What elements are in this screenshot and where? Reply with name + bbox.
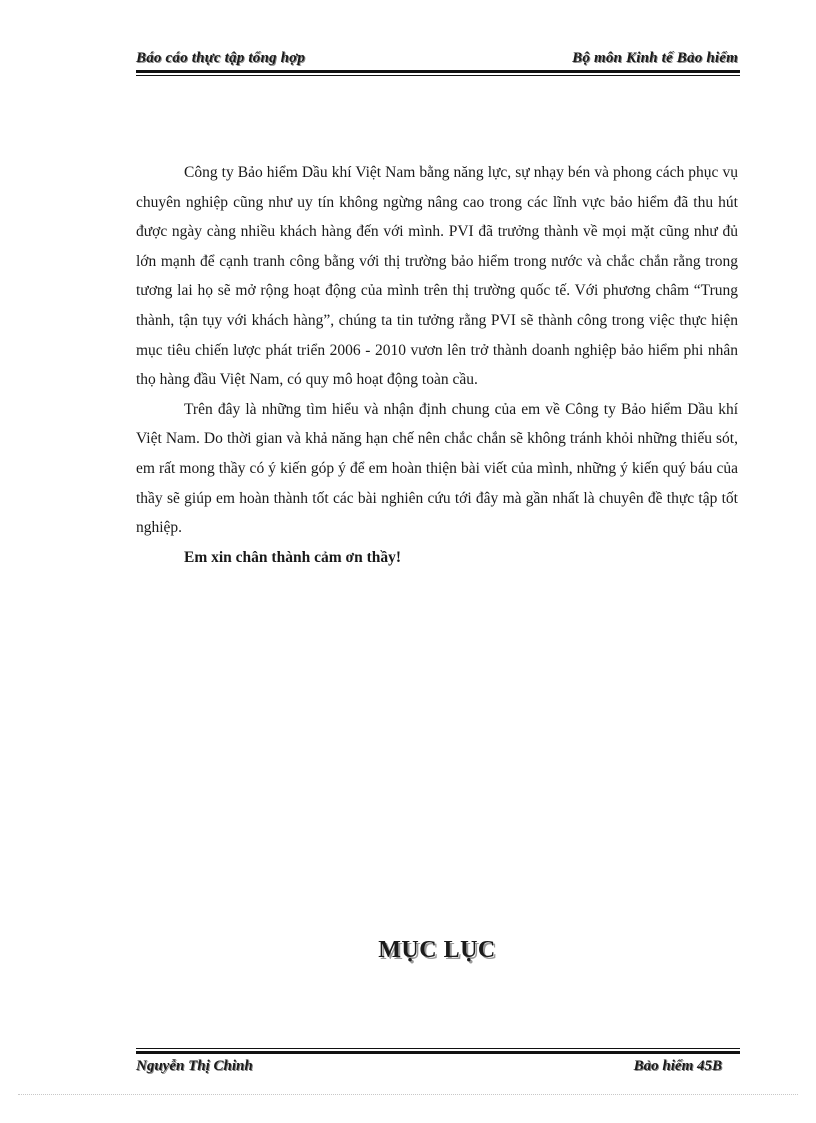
footer-rule-thick bbox=[136, 1051, 740, 1054]
document-body bbox=[136, 158, 738, 572]
footer-rule-thin bbox=[136, 1048, 740, 1049]
footer-author: Nguyễn Thị Chinh bbox=[136, 1058, 253, 1074]
page-edge-divider bbox=[18, 1094, 798, 1095]
body-paragraph: Trên đây là những tìm hiểu và nhận định chung của em về Công ty Bảo hiểm Dầu khí Việt Nam. Do thời gian và khả năng hạn chế nên chắc chắn sẽ không tránh khỏi những thiếu sót, em rất mong thầy có ý kiến góp ý để em hoàn thiện bài viết của mình, những ý kiến quý báu của thầy sẽ giúp em hoàn thành tốt các bài nghiên cứu tới đây mà gần nhất là chuyên đề thực tập tốt nghiệp. bbox=[136, 400, 738, 537]
closing-line: Em xin chân thành cảm ơn thầy! bbox=[184, 548, 402, 566]
body-paragraph: Công ty Bảo hiểm Dầu khí Việt Nam bằng năng lực, sự nhạy bén và phong cách phục vụ chuyên nghiệp cũng như uy tín không ngừng nâng cao trong các lĩnh vực bảo hiểm đã thu hút được ngày càng nhiều khách hàng đến với mình. PVI đã trưởng thành về mọi mặt cũng như đủ lớn mạnh để cạnh tranh công bằng với thị trường bảo hiểm trong nước và chắc chắn rằng trong tương lai họ sẽ mở rộng hoạt động của mình trên thị trường quốc tế. Với phương châm “Trung thành, tận tụy với khách hàng”, chúng ta tin tưởng rằng PVI sẽ thành công trong việc thực hiện mục tiêu chiến lược phát triển 2006 - 2010 vươn lên trở thành doanh nghiệp bảo hiểm phi nhân thọ hàng đầu Việt Nam, có quy mô hoạt động toàn cầu. bbox=[136, 164, 738, 389]
page-header bbox=[136, 48, 740, 78]
header-rule-thick bbox=[136, 70, 740, 73]
page-footer bbox=[136, 1046, 740, 1086]
table-of-contents-heading: MỤC LỤC bbox=[378, 937, 496, 963]
header-department: Bộ môn Kinh tế Bảo hiểm bbox=[572, 50, 738, 66]
header-rule-thin bbox=[136, 75, 740, 76]
header-report-title: Báo cáo thực tập tổng hợp bbox=[136, 50, 306, 66]
footer-class: Bảo hiểm 45B bbox=[633, 1058, 722, 1074]
